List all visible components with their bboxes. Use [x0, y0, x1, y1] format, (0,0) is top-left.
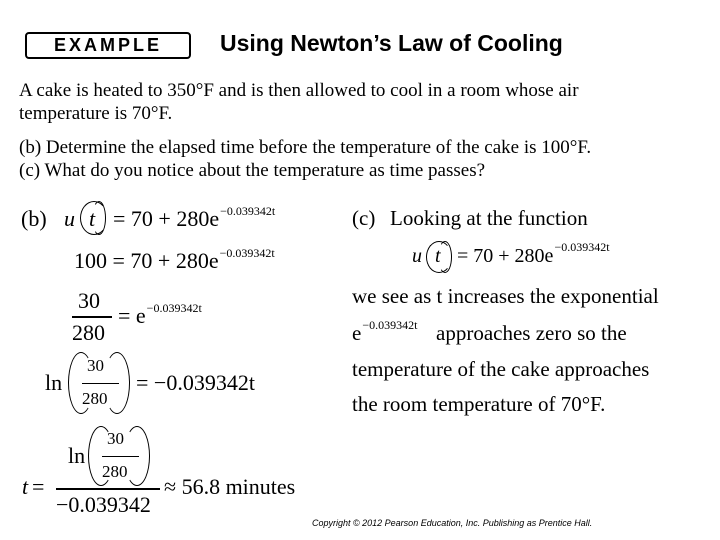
eq3-fraction-bar	[72, 316, 112, 318]
eq4-close-paren	[104, 352, 130, 414]
part-c-intro: Looking at the function	[390, 206, 588, 230]
t-variable: t	[89, 206, 96, 231]
c-line-2: approaches zero so the	[436, 321, 627, 345]
problem-line-1: A cake is heated to 350°F and is then allowed to cool in a room whose air	[19, 80, 579, 101]
problem-line-4: (c) What do you notice about the temperature as time passes?	[19, 160, 486, 181]
eq5-ln: ln	[68, 443, 86, 468]
page-title: Using Newton’s Law of Cooling	[220, 30, 563, 56]
eq2: $100 = 70 + 280e^{-0.039342t}$	[74, 246, 275, 273]
c-line-3: temperature of the cake approaches	[352, 357, 650, 381]
eq3-rhs: = $e^{-0.039342t}$	[118, 301, 202, 328]
c-u-variable: u	[412, 245, 422, 267]
example-badge: EXAMPLE	[25, 32, 191, 59]
eq5-inner-denominator: 280	[102, 462, 128, 481]
c-exponential: $e^{-0.039342t}$	[352, 318, 418, 345]
eq5-close-paren	[124, 426, 150, 486]
copyright-notice: Copyright © 2012 Pearson Education, Inc. Publishing as Prentice Hall.	[312, 518, 593, 528]
eq3-denominator: 280	[72, 320, 105, 345]
c-t-variable: t	[435, 245, 441, 267]
close-paren-shape	[92, 201, 106, 235]
eq4-numerator: 30	[87, 356, 104, 375]
part-c-label: (c)	[352, 206, 376, 230]
c-line-1: we see as t increases the exponential	[352, 284, 659, 308]
eq4-ln: ln	[45, 370, 63, 395]
u-variable: u	[64, 206, 75, 231]
eq5-equals: =	[32, 474, 45, 499]
eq4-rhs: = −0.039342t	[136, 370, 255, 395]
eq5-inner-numerator: 30	[107, 429, 124, 448]
c-func-rhs: = $70 + 280e^{-0.039342t}$	[457, 240, 610, 267]
problem-line-3: (b) Determine the elapsed time before the temperature of the cake is 100°F.	[19, 137, 592, 158]
eq3-numerator: 30	[78, 288, 100, 313]
problem-line-2: temperature is 70°F.	[19, 103, 173, 124]
eq5-result: ≈ 56.8 minutes	[164, 474, 296, 499]
eq1-rhs: = $70 + 280e^{-0.039342t}$	[113, 204, 276, 231]
c-line-4: the room temperature of 70°F.	[352, 392, 606, 416]
eq4-denominator: 280	[82, 389, 108, 408]
part-b-label: (b)	[21, 206, 47, 231]
eq5-denominator: −0.039342	[56, 492, 151, 517]
c-close-paren	[438, 241, 452, 273]
eq5-t: t	[22, 474, 29, 499]
eq5-fraction-bar	[56, 488, 160, 490]
